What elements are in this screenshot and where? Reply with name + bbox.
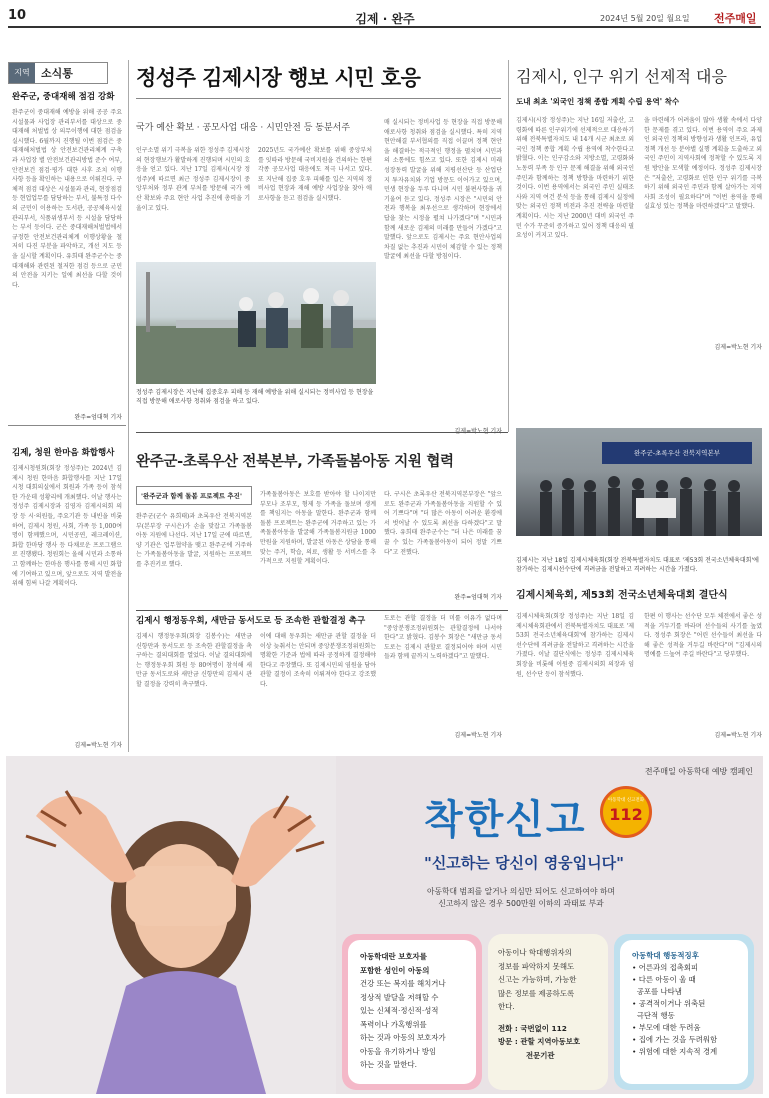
bottom-body-col3: 도로는 관할 결정을 더 미룰 이유가 없다며 "중앙분쟁조정위원회는 관할결정에 나서야 한다"고 밝혔다. 김봉수 회장은 "새만금 동서도로는 김제시 관할로 결정되어야 하며 시민들과 함께 끝까지 노력하겠다"고 말했다. (384, 615, 502, 661)
ad-box3-line: 극단적 행동 (632, 1011, 675, 1020)
dateline: 2024년 5월 20일 월요일 (600, 14, 690, 23)
right1-body-col2: 을 마련해가 어려움이 많아 생활 속에서 다양한 문제를 겪고 있다. 이번 용역이 주요 과제인 외국인 정책의 방향성과 생활 인프라, 유입 정책 개선 등 분야별 실행 계획을 도출하고 외국인 주민이 지역사회에 정착할 수 있도록 지원 방안을 모색할 예정이다. 정성주 김제시장은 "저출산, 고령화로 인한 인구 위기를 극복하기 위해 외국인 주민과 함께 살아가는 지역사회 조성이 필요하다"며 "이번 용역을 통해 실효성 있는 정책을 마련하겠다"고 말했다. (644, 117, 762, 211)
ad-box2-line: 많은 정보를 제공하도록 (498, 988, 575, 998)
lead-body-col3: 매 실시되는 정비사업 등 현장을 직접 방문해 애로사항 청취와 점검을 실시했다. 특히 지역현안해결 부서협의를 직접 이끌며 정책 현안을 해결하는 적극적인 행정을 펼치며 시민과의 소통에도 힘쓰고 있다. 또한 김제시 미래 성장동력 발굴을 위해 지평선산단 등 산업단지 투자유치와 기업 방문도 이어가고 있으며, 민생 현장을 두루 다니며 시민 불편사항을 귀 기울여 듣고 있다. 정성주 시장은 "시민의 안전과 행복을 최우선으로 생각하며 현장에서 답을 찾는 시정을 펼쳐 나가겠다"며 "시민과 함께 새로운 김제의 미래를 만들어 가겠다"고 말했다. 앞으로도 김제시는 주요 현안사업의 차질 없는 추진과 시민이 체감할 수 있는 정책 발굴에 최선을 다할 방침이다. (384, 119, 502, 261)
lead-body-col1: 인구소멸 위기 극복을 위한 정성주 김제시장의 현장행보가 활발하게 진행되며 시민의 호응을 얻고 있다. 지난 17일 김제시(시장 정성주)에 따르면 최근 정성주 김제시장이 중앙부처와 정부 관계 부처를 방문해 국가 예산 확보와 주요 현안 사업 추진에 총력을 기울이고 있다. (136, 147, 250, 212)
bottom-headline: 김제시 행정동우회, 새만금 동서도로 등 조속한 관할결정 촉구 (136, 616, 366, 626)
ad-illustration (6, 756, 336, 1094)
ad-box2-line: 신고는 가능하며, 가능한 (498, 975, 577, 984)
mid-body-col1: 완주군(군수 유희태)과 초록우산 전북지역본부(본부장 구시은)가 손을 맞잡고 가족돌봄아동 지원에 나선다. 지난 17일 군에 따르면, 양 기관은 업무협약을 맺고 완주군에 거주하는 가족돌봄아동을 발굴, 지원하는 프로젝트를 추진키로 했다. (136, 513, 252, 568)
sidebar-story1-body: 완주군이 중대재해 예방을 위해 공공 주요 시설물과 사업장 관리부서를 대상으로 중대재해 처벌법 상 의무이행에 대한 점검을 실시했다. 6월까지 진행될 이번 점검은 중대재해처벌법 상 안전보건관리체계 구축과 사업장 별 안전보건관리방법 준수 여부, 안전보건 점검·평가 대한 사후 조치 이행 사항 등을 확인하는 내용으로 이뤄진다. 구체적 점검 대상은 시설물과 관리, 현장점검 등 현업업무를 담당하는 부서, 불특정 다수의 군민이 이용하는 도서관, 공공체육시설 관리부서, 식품위생부서 등 시설을 담당하는 부서 등이다. 군은 중대재해처벌법에서 규정한 안전보건관리체계 이행상황을 철저히 다진 부분을 파악하고, 개선 지도 등을 실시할 계획이다. 유희태 완주군수는 중대재해와 관련된 철저한 점검 등으로 군민의 안전을 지키는 일에 최선을 다할 것이다. (12, 109, 122, 289)
ad-box2-visit: 방문 : 관할 지역아동보호 (498, 1037, 581, 1046)
ad-box2-phone: 전화 : 국번없이 112 (498, 1023, 567, 1033)
photo2-crowd (516, 428, 762, 536)
ad-badge (600, 786, 652, 838)
ad-box1-line: 포함한 성인이 아동의 (360, 965, 430, 975)
ad-box1-text (348, 940, 476, 1084)
sidebar-tag (8, 62, 108, 84)
right1-headline: 김제시, 인구 위기 선제적 대응 (516, 67, 727, 86)
ad-slogan: "신고하는 당신이 영웅입니다" (424, 854, 624, 872)
ad-box1-line: 폭력이나 가혹행위를 (360, 1019, 427, 1029)
lead-photo-scene (136, 262, 376, 384)
ad-box3-line: • 집에 가는 것을 두려워함 (632, 1035, 718, 1044)
photo2-banner: 완주군-초록우산 전북지역본부 (602, 442, 752, 464)
sidebar-story2-body: 김제시청원회(회장 정성주)는 2024년 김제시 청원 한마음 화합행사를 지난 17일 시청 대회의실에서 회원과 가족 등이 참석한 가운데 성황리에 개최했다. 이날 행사는 정성주 김제시장과 김영자 김제시의회 의장 등 시·의원들, 주요기관 등 내빈을 비롯하여, 김제시 청원, 사회, 가족 등 1,000여명이 함께했으며, 시민공연, 레크레이션, 화합 한마당 행사 등 다채로운 프로그램으로 진행됐다. 청원회는 올해 시민과 소통하고 함께하는 한마음 행사를 통해 시민 화합에 기여하고 있으며, 앞으로도 지역 발전을 위해 힘써 나갈 계획이다. (12, 465, 122, 588)
ad-box3-line: 공포를 나타냄 (632, 987, 682, 996)
right1-body-col1: 김제시(시장 정성주)는 지난 16일 저출산, 고령화에 따른 인구위기에 선제적으로 대응하기 위해 전북특별자치도 내 14개 시군 최초로 외국인 정책 종합 계획 수립 용역에 착수한다고 밝혔다. 이는 인구감소와 지방소멸, 고령화와 노동력 부족 등 인구 문제 해결을 위해 외국인 주민과 함께하는 정책 방향을 마련하기 위한 것이다. 이번 용역에서는 외국인 주민 실태조사와 지역 여건 분석 등을 통해 김제시 실정에 맞는 외국인 정책 비전과 추진 전략을 마련할 계획이다. 시는 지난 2000년 대비 외국인 주민 수가 꾸준히 증가하고 있어 정책 대응의 필요성이 커지고 있다. (516, 117, 634, 240)
ad-box1-line: 하는 것과 아동의 보호자가 (360, 1033, 446, 1042)
sports-body-col2: 한편 이 행사는 선수단 모두 체전에서 좋은 성적을 거두기를 바라며 선수들의 사기를 높였다. 정성주 회장은 "어린 선수들이 최선을 다해 좋은 성적을 거두길 바란다"며 "김제시의 명예를 드높여 주길 바란다"고 당부했다. (644, 613, 762, 659)
section-title: 김제 · 완주 (355, 12, 415, 26)
bottom-body-col1: 김제시 행정동우회(회장 김봉수)는 새만금 신항만과 동서도로 등 조속한 관할결정을 촉구하는 결의대회를 열었다. 이날 결의대회에는 행정동우회 회원 등 80여명이 참석해 새만금 동서도로와 새만금 신항만의 김제시 관할 결정을 강력히 촉구했다. (136, 633, 252, 688)
ad-box3-line: • 어른과의 접촉회피 (632, 963, 699, 972)
ad-title: 착한신고 (424, 797, 587, 843)
brand-logo: 전주매일 (714, 12, 757, 25)
ad-box2-line: 한다. (498, 1002, 515, 1011)
mid-body-col2: 가족돌봄아동은 보호를 받아야 할 나이지만 부모나 조부모, 형제 등 가족을 돌보며 생계를 책임지는 아동을 말한다. 완주군과 함께 돌봄 프로젝트는 완주군에 거주하고 있는 가족돌봄아동을 발굴해 가족돌봄지원금 1000만원을 지원하며, 발굴된 아동은 상담을 통해 맞는 주거, 학습, 의료, 생활 등 서비스를 추가적으로 지원할 계획이다. (260, 491, 376, 566)
mid-headline: 완주군-초록우산 전북본부, 가족돌봄아동 지원 협력 (136, 454, 454, 470)
lead-byline (384, 426, 502, 435)
ad-box2 (488, 934, 608, 1090)
ad-badge-number: 112 (609, 805, 643, 824)
lead-right-rule (508, 60, 509, 432)
ad-box3-line: • 위험에 대한 지속적 경계 (632, 1047, 718, 1056)
sidebar-tag-label: 지역 (9, 63, 35, 83)
ad-box3-text (620, 940, 748, 1084)
ad-box1-line: 하는 것을 말한다. (360, 1060, 418, 1069)
ad-box3-line: • 부모에 대한 두려움 (632, 1023, 701, 1032)
ad-box2-text (492, 940, 604, 1068)
ad-box1-line: 있는 신체적·정신적·성적 (360, 1006, 439, 1015)
ad-box2-line: 아동이나 학대행위자의 (498, 948, 572, 957)
ad-box1-line: 아동학대란 보호자를 (360, 952, 427, 961)
sports-headline: 김제시체육회, 제53회 전국소년체육대회 결단식 (516, 590, 728, 601)
ad-campaign (6, 756, 763, 1094)
ad-box1 (342, 934, 482, 1090)
sports-body-col1: 김제시체육회(회장 정성주)는 지난 18일 김제시체육회관에서 전북특별자치도 대표로 '제53회 전국소년체육대회'에 참가하는 김제시선수단에 격려금을 전달하고 격려하는 시간을 가졌다. 이날 결단식에는 정성주 김제시체육회장을 비롯해 이원중 김제시의회 의장과 임원, 선수단 등이 참석했다. (516, 613, 634, 678)
lead-photo (136, 262, 376, 384)
mid-byline: 완주=엄대혁 기자 (454, 594, 502, 601)
bottom-byline: 김제=박노현 기자 (454, 732, 502, 739)
sidebar-story1-byline: 완주=엄대혁 기자 (74, 414, 122, 421)
lead-photo-caption: 정성주 김제시장은 지난해 집중호우 피해 등 재해 예방을 위해 실시되는 정비사업 등 현장을 직접 방문해 애로사항 청취와 점검을 하고 있다. (136, 389, 374, 405)
sports-byline: 김제=박노현 기자 (714, 732, 762, 739)
sidebar-story2-byline: 김제=박노현 기자 (74, 742, 122, 749)
bottom-top-rule (136, 610, 508, 611)
ad-box1-line: 아동을 유기하거나 방임 (360, 1046, 437, 1056)
lead-rule (136, 98, 501, 99)
right1-byline: 김제=박노현 기자 (714, 344, 762, 351)
ad-box1-line: 건강 또는 복지를 해치거나 (360, 979, 446, 988)
ad-desc-line1: 아동학대 범죄를 알거나 의심만 되어도 신고하여야 하며 (426, 887, 616, 896)
sidebar-story1-headline: 완주군, 중대재해 점검 강화 (12, 92, 115, 102)
right1-subhead: 도내 최초 '외국인 정책 종합 계획 수립 용역' 착수 (516, 97, 680, 106)
photo2-caption: 김제시는 지난 18일 김제시체육회(회장 전북특별자치도 대표로 '제53회 전국소년체육대회'에 참가하는 김제시선수단에 격려금을 전달하고 격려하는 시간을 가졌다. (516, 557, 759, 573)
ad-campaign-label: 전주매일 아동학대 예방 캠페인 (644, 767, 753, 776)
ad-box3-title: 아동학대 행동적징후 (632, 951, 699, 960)
ad-box3 (614, 934, 754, 1090)
page-number: 10 (8, 8, 27, 23)
lead-subhead: 국가 예산 확보 · 공모사업 대응 · 시민안전 등 동분서주 (136, 123, 351, 133)
sidebar-rule (128, 60, 129, 752)
ad-box1-line: 정상적 발달을 저해할 수 (360, 992, 439, 1002)
mid-subhead-box: '완주군과 함께 돌봄 프로젝트 추진' (136, 486, 252, 505)
ad-box3-line: • 공격적이거나 위축된 (632, 999, 706, 1008)
ad-box2-visit2: 전문기관 (526, 1050, 555, 1060)
lead-body-col2: 2025년도 국가예산 확보를 위해 중앙부처를 잇따라 방문해 국비지원을 건의하는 한편 각종 공모사업 대응에도 적극 나서고 있다. 또 지난해 집중 호우 피해를 입은 지역의 정비사업 현장과 재해 예방 사업장을 찾아 애로사항을 듣고 점검을 실시했다. (258, 147, 372, 202)
ad-desc (346, 886, 696, 910)
photo2 (516, 428, 762, 536)
ad-box3-line: • 다른 아동이 울 때 (632, 975, 696, 984)
mid-body-col3: 다. 구시은 초록우산 전북지역본부장은 "앞으로도 완주군과 가족돌봄아동을 지원할 수 있어 기쁘다"며 "더 많은 아동이 어려운 환경에서 벗어날 수 있도록 최선을 다하겠다"고 말했다. 유희태 완주군수는 "더 나은 미래를 꿈꿀 수 있는 가족돌봄아동이 되어 정말 기쁘다"고 전했다. (384, 491, 502, 556)
sidebar-story2-headline: 김제, 청원 한마음 화합행사 (12, 448, 115, 458)
sidebar-tag-title: 소식통 (41, 67, 73, 80)
ad-desc-line2: 신고하지 않은 경우 500만원 이하의 과태료 부과 (438, 899, 604, 908)
bottom-body-col2: 이에 대해 동우회는 새만금 관할 결정을 더 이상 늦춰서는 안되며 중앙분쟁조정위원회는 명확한 기준과 법에 따라 공정하게 결정해야 한다고 주장했다. 또 김제시민의 염원을 담아 관할 결정이 조속히 이뤄져야 한다고 강조했다. (260, 633, 376, 688)
ad-box2-line: 정보를 파악하지 못해도 (498, 961, 575, 971)
sidebar-divider (8, 425, 126, 426)
ad-badge-top: 아동학대 신고전화 (607, 798, 645, 803)
mid-top-rule (136, 432, 508, 433)
lead-headline: 정성주 김제시장 행보 시민 호응 (136, 66, 421, 90)
